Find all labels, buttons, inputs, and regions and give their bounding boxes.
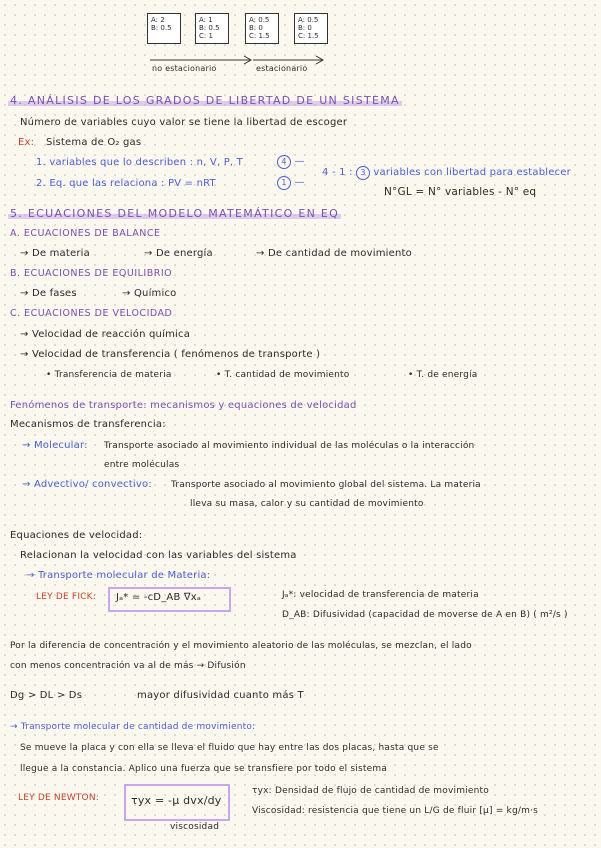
molecular-text: Transporte asociado al movimiento individual de las moléculas o la interacción: [104, 441, 475, 451]
advective-text-2: lleva su masa, calor y su cantidad de movimiento: [190, 499, 424, 509]
equilibrium-heading: B. ECUACIONES DE EQUILIBRIO: [10, 268, 173, 279]
molecular-momentum-transport: → Transporte molecular de cantidad de movimiento:: [10, 722, 256, 732]
diffusion-paragraph-2: con menos concentración va al de más → Difusión: [10, 661, 246, 671]
equilibrium-fases: → De fases: [20, 288, 77, 299]
balance-energia: → De energía: [144, 248, 213, 259]
molecular-mass-transport: → Transporte molecular de Materia:: [26, 570, 211, 581]
fick-dab-def: D_AB: Difusividad (capacidad de moverse de A en B) ( m²/s ): [282, 610, 568, 620]
equations-line: 2. Eq. que las relaciona : PV = nRT: [36, 178, 216, 189]
state-box: A: 1 B: 0.5 C: 1: [195, 13, 229, 44]
diffusivity-order: Dg > DL > Ds: [10, 690, 83, 701]
balance-heading: A. ECUACIONES DE BALANCE: [10, 228, 161, 239]
dof-formula: N°GL = N° variables - N° eq: [384, 186, 537, 198]
transfer-movimiento: • T. cantidad de movimiento: [216, 370, 350, 380]
diffusivity-order-note: mayor difusividad cuanto más T: [137, 690, 304, 701]
state-box: A: 0.5 B: 0 C: 1.5: [245, 13, 279, 44]
section-5-title: 5. ECUACIONES DEL MODELO MATEMÁTICO EN EQ: [10, 207, 340, 220]
count-variables: 4 —: [277, 155, 305, 169]
velocity-equations-title: Equaciones de velocidad:: [10, 530, 143, 541]
fick-ja-def: Jₐ*: velocidad de transferencia de materia: [282, 590, 479, 600]
diffusion-paragraph-1: Por la diferencia de concentración y el movimiento aleatorio de las moléculas, se mezclan, el lado: [10, 641, 472, 651]
molecular-label: → Molecular:: [22, 440, 88, 451]
velocity-transfer: → Velocidad de transferencia ( fenómenos de transporte ): [20, 349, 321, 360]
balance-materia: → De materia: [20, 248, 90, 259]
transport-phenomena-title: Fenómenos de transporte: mecanismos y equaciones de velocidad: [10, 400, 357, 411]
viscosity-definition: Viscosidad: resistencia que tiene un L/G de fluir [μ] = kg/m·s: [252, 806, 539, 816]
section-4-title: 4. ANÁLISIS DE LOS GRADOS DE LIBERTAD DE UN SISTEMA: [10, 94, 400, 107]
count-equations: 1 —: [277, 176, 305, 190]
state-box: A: 0.5 B: 0 C: 1.5: [294, 13, 328, 44]
dof-calc: 4 - 1 : 3 variables con libertad para establecer: [322, 167, 571, 178]
label-estacionario: estacionario: [256, 64, 308, 73]
momentum-paragraph-1: Se mueve la placa y con ella se lleva el fluido que hay entre las dos placas, hasta que se: [20, 743, 439, 753]
advective-label: → Advectivo/ convectivo:: [22, 479, 152, 490]
momentum-paragraph-2: llegue a la constancia. Aplico una fuerza que se transfiere por todo el sistema: [20, 764, 388, 774]
transfer-energia: • T. de energía: [408, 370, 478, 380]
example-label: Ex:: [18, 137, 35, 148]
variables-line: 1. variables que lo describen : n, V, P, T: [36, 157, 243, 168]
newton-formula: τyx = -μ dvx/dy: [131, 794, 222, 807]
viscosity-label: viscosidad: [170, 822, 220, 832]
fick-formula: Jₐ* = -cD_AB ∇xₐ: [116, 592, 202, 603]
advective-text: Transporte asociado al movimiento global del sistema. La materia: [171, 480, 481, 490]
equilibrium-quimico: → Químico: [122, 288, 177, 299]
fick-law-label: LEY DE FICK:: [36, 592, 96, 602]
state-box: A: 2 B: 0.5: [147, 13, 181, 44]
dof-definition: Número de variables cuyo valor se tiene la libertad de escoger: [20, 117, 348, 128]
balance-movimiento: → De cantidad de movimiento: [256, 248, 412, 259]
newton-law-label: LEY DE NEWTON:: [18, 793, 100, 803]
velocity-heading: C. ECUACIONES DE VELOCIDAD: [10, 308, 173, 319]
velocity-equations-desc: Relacionan la velocidad con las variables del sistema: [20, 550, 297, 561]
transfer-materia: • Transferencia de materia: [46, 370, 172, 380]
example-text: Sistema de O₂ gas: [46, 137, 142, 148]
molecular-text-2: entre moléculas: [104, 460, 180, 470]
velocity-reaction: → Velocidad de reacción química: [20, 329, 191, 340]
label-no-estacionario: no estacionario: [152, 64, 217, 73]
tau-definition: τyx: Densidad de flujo de cantidad de movimiento: [252, 786, 489, 796]
mechanisms-label: Mecanismos de transferencia:: [10, 419, 166, 430]
